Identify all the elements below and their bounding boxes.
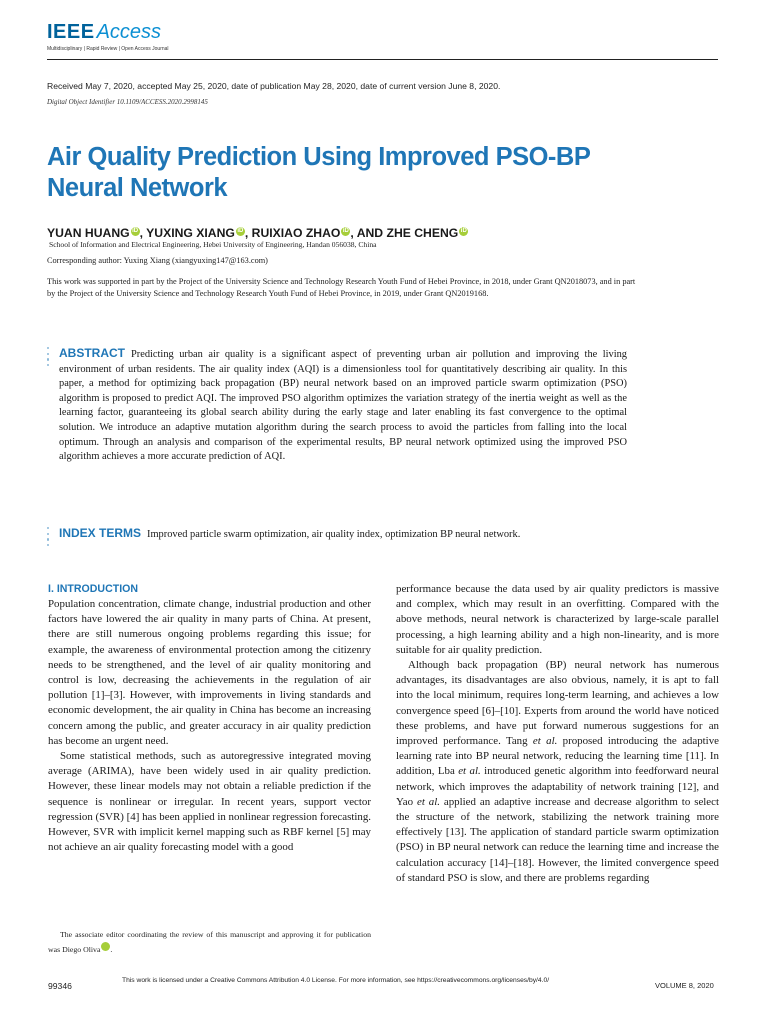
paragraph: performance because the data used by air quality predictors is massive and complex, which may result in an overfitting. Compared with the above methods, neural network is characterized by large-scale parallel processing, a high learning ability and a high non-linearity, and is more suitable for air quality prediction.	[396, 583, 719, 656]
right-column	[396, 582, 719, 886]
funding-statement: This work was supported in part by the Project of the University Science and Technology Research Youth Fund of Hebei Province, in 2018, under Grant QN2018073, and in part by the Project of the University Science and Technology Research Youth Fund of Hebei Province, in 2019, under Grant QN2019168.	[47, 277, 636, 299]
abstract-text: Predicting urban air quality is a significant aspect of preventing urban air pollution and improving the living environment of urban residents. The air quality index (AQI) is a dimensionless tool for quantitatively describing air quality. In this paper, a method for optimizing back propagation (BP) neural network based on an improved particle swarm optimization (PSO) algorithm is proposed to predict AQI. The improved PSO algorithm optimizes the variation strategy of the inertia weight as well as the learning factor, guaranteeing its global search ability during the early stage and later enabling its fast convergence to the optimal solution. We introduce an adaptive mutation algorithm during the search process to avoid the particles from falling into the local optimum. Through an analysis and comparison of the experimental results, BP neural network optimized using the improved PSO algorithm achieves a more accurate prediction of AQI.	[59, 349, 627, 463]
paragraph: Population concentration, climate change, industrial production and other factors have lowered the air quality in many parts of China. At present, there are still numerous ongoing problems regarding this issue; for example, the awareness of environmental protection among the citizenry needs to be strengthened, and the level of air quality monitoring and control is low, decreasing the achievements in the regulation of air pollution [1]–[3]. However, with improvements in living standards and economic development, the air quality in China has become an increasing concern among the public, and greater accuracy in air quality prediction has become an urgent need.	[48, 598, 371, 747]
section-heading: I. INTRODUCTION	[48, 583, 139, 595]
affiliation: School of Information and Electrical Engineering, Hebei University of Engineering, Handan 056038, China	[49, 240, 377, 249]
author-name: YUAN HUANG	[47, 226, 130, 240]
logo-access-text: Access	[96, 21, 162, 43]
text-run: applied an adaptive increase and decrease algorithm to select the structure of the network, stabilizing the network training more effectively [13]. The application of standard particle swarm optimization (PSO) in BP neural network can reduce the learning time and increase the calculation accuracy [14]–[18]. However, the limited convergence speed of standard PSO is slow, and there are problems regarding	[396, 795, 719, 884]
index-terms-text: Improved particle swarm optimization, air quality index, optimization BP neural network.	[147, 529, 521, 540]
header-divider	[47, 59, 718, 60]
orcid-icon[interactable]: iD	[237, 228, 244, 234]
page-number: 99346	[48, 981, 72, 991]
index-terms-marker-icon	[47, 527, 51, 549]
footnote-text: The associate editor coordinating the review of this manuscript and approving it for publication was Diego Oliva	[48, 930, 371, 954]
author-list: YUAN HUANG iD , YUXING XIANG iD , RUIXIAO ZHAO iD , AND ZHE CHENG iD	[47, 226, 467, 240]
title-line-2: Neural Network	[47, 174, 228, 202]
orcid-icon[interactable]: iD	[132, 228, 139, 234]
title-line-1: Air Quality Prediction Using Improved PSO-BP	[47, 143, 591, 171]
orcid-icon[interactable]: iD	[101, 942, 110, 951]
abstract-marker-icon	[47, 347, 51, 369]
paragraph: Some statistical methods, such as autoregressive integrated moving average (ARIMA), have been widely used in air quality prediction. However, these linear models may not obtain a reliable prediction if the sequence is nonlinear or irregular. In recent years, support vector regression (SVR) [4] has been applied in nonlinear regression forecasting. However, SVR with implicit kernel mapping such as RBF kernel [5] may not achieve an air quality forecasting model with a good	[48, 750, 371, 854]
paper-title	[47, 142, 687, 204]
logo-tagline: Multidisciplinary | Rapid Review | Open Access Journal	[47, 46, 169, 52]
corresponding-author: Corresponding author: Yuxing Xiang (xiangyuxing147@163.com)	[47, 256, 268, 265]
abstract	[59, 346, 627, 465]
et-al: et al.	[416, 795, 440, 808]
volume-label: VOLUME 8, 2020	[655, 981, 714, 990]
journal-logo	[47, 21, 169, 52]
text-run: introduced genetic algorithm into feedforward neural network, which improves the adaptability of network training [12], and Yao	[396, 765, 720, 808]
author-name: YUXING XIANG	[146, 226, 235, 240]
license-notice[interactable]: This work is licensed under a Creative Commons Attribution 4.0 License. For more information, see https://creativecommons.org/licenses/by/4.0/	[122, 977, 550, 984]
logo-ieee-text: IEEE	[47, 21, 95, 43]
received-dates: Received May 7, 2020, accepted May 25, 2020, date of publication May 28, 2020, date of current version June 8, 2020.	[47, 81, 501, 91]
abstract-label: ABSTRACT	[59, 346, 125, 360]
index-terms-label: INDEX TERMS	[59, 526, 142, 540]
left-column	[48, 582, 371, 855]
text-run: Although back propagation (BP) neural network has numerous advantages, its disadvantages are also obvious, namely, it is apt to fall into the local minimum, requires long-term learning, and achieves a low convergence speed [6]–[10]. Experts from around the world have noticed these problems, and have put forward numerous suggestions for an improved performance. Tang	[396, 659, 719, 748]
doi-line[interactable]: Digital Object Identifier 10.1109/ACCESS.2020.2998145	[47, 98, 208, 106]
et-al: et al.	[458, 765, 481, 778]
author-name: RUIXIAO ZHAO	[251, 226, 341, 240]
text-run: proposed introducing the adaptive learning rate into BP neural network, reducing the learning time [11]. In addition, Lba	[396, 735, 719, 778]
orcid-icon[interactable]: iD	[460, 228, 467, 234]
orcid-icon[interactable]: iD	[342, 228, 349, 234]
et-al: et al.	[532, 735, 558, 748]
index-terms	[59, 526, 659, 543]
author-name: AND ZHE CHENG	[356, 226, 459, 240]
editor-footnote: The associate editor coordinating the review of this manuscript and approving it for publication was Diego Oliva iD.	[48, 930, 371, 954]
paragraph	[396, 658, 719, 886]
